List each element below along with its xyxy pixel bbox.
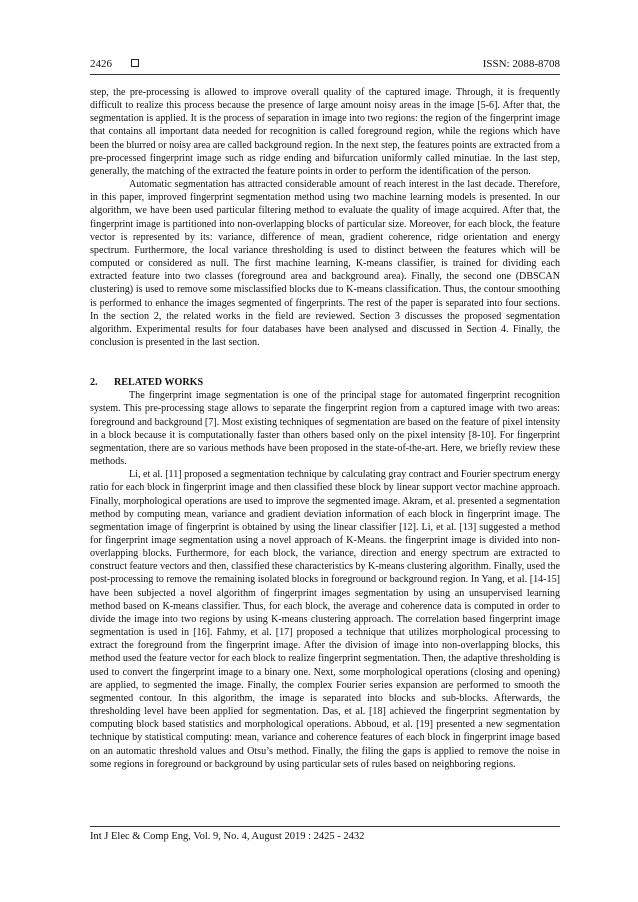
header-rule — [90, 74, 560, 75]
paragraph-automatic-segmentation: Automatic segmentation has attracted considerable amount of reach interest in the last decade. Therefore, in this paper, improved fingerprint segmentation method using two machine learning models is presented. In our algorithm, we have been used particular filtering method to evaluate the quality of image acquired. After that, the fingerprint image is partitioned into non-overlapping blocks of particular size. Moreover, for each block, the feature vector is represented by its: variance, difference of mean, gradient coherence, ridge orientation and energy spectrum. Furthermore, the local variance thresholding is used to distinct between the features which will be computed or considered as null. The first machine learning, K-means classifier, is trained for dividing each extracted feature into two classes (foreground area and background area). Finally, the second one (DBSCAN clustering) is used to remove some misclassified blocks due to K-means classification. Thus, the contour smoothing is performed to enhance the images segmented of fingerprints. The rest of the paper is separated into four sections. In the section 2, the related works in the field are reviewed. Section 3 discusses the proposed segmentation algorithm. Experimental results for four databases have been analysed and discussed in Section 4. Finally, the conclusion is presented in the last section. — [90, 179, 560, 348]
section-number: 2. — [90, 377, 98, 389]
section-heading — [90, 376, 560, 389]
paragraph-intro-continued: step, the pre-processing is allowed to improve overall quality of the captured image. Through, it is frequently difficult to realize this process because the presence of large amount noisy areas in the image [5-6]. After that, the segmentation is applied. It is the process of separation in image into two regions: the region of the fingerprint image that contains all important data needed for recognition is called foreground region, while the regions which have been the blurred or noisy area are called background region. In the next step, the features points are extracted from a pre-processed fingerprint image such as ridge ending and bifurcation uniformly called minutiae. In the last step, generally, the matching of the extracted the feature points in order to perform the identification of the person. — [90, 87, 560, 177]
section-title: RELATED WORKS — [114, 377, 204, 389]
paragraph-related-works-review: Li, et al. [11] proposed a segmentation technique by calculating gray contract and Fourier spectrum energy ratio for each block in fingerprint image and then classified these block by linear support vector machine approach. Finally, morphological operations are used to improve the segmented image. Akram, et al. presented a segmentation method by computing mean, variance and gradient deviation information of each block in fingerprint image. The segmentation image of fingerprint is obtained by using the linear classifier [12]. Li, et al. [13] suggested a method for fingerprint image segmentation using a novel approach of K-Means. the fingerprint image is divided into non-overlapping blocks. Furthermore, for each block, the variance, direction and energy spectrum are extracted to construct feature vectors and then, classified these characteristics by K-means clustering algorithm. Finally, used the post-processing to remove the remaining isolated blocks in foreground or background region. In Yang, et al. [14-15] have been subjected a novel algorithm of fingerprint images segmentation by using an unsupervised learning method based on K-means classifier. Thus, for each block, the average and coherence data is computed in order to divide the image into two regions by using K-means clustering approach. The correlation based fingerprint image segmentation is used in [16]. Fahmy, et al. [17] proposed a technique that utilizes morphological processing to extract the foreground from the fingerprint image. After the division of image into non-overlapping blocks, this method used the feature vector for each block to realize fingerprint segmentation. Then, the adaptive thresholding is used to convert the fingerprint image to a binary one. Next, some morphological operations (closing and opening) are applied, to segmented the image. Finally, the complex Fourier series expansion are performed to smooth the segmented contour. In this algorithm, the image is separated into blocks and sub-blocks. Afterwards, the thresholding level have been applied for segmentation. Das, et al. [18] achieved the fingerprint segmentation by computing block based statistics and morphological operations. Abboud, et al. [19] presented a new segmentation technique by statistical computing: mean, variance and coherence features of each block in fingerprint image based on an automatic threshold values and Otsu’s method. Finally, the filing the gaps is applied to remove the noise in some regions in foreground or background by using particular sets of rules based on neighboring regions. — [90, 469, 560, 770]
page-header — [90, 56, 560, 72]
paragraph-related-works-intro: The fingerprint image segmentation is one of the principal stage for automated fingerprint recognition system. This pre-processing stage allows to separate the fingerprint region from a captured image with two areas: foreground and background [7]. Most existing techniques of segmentation are based on the feature of pixel intensity in a block because it is computationally faster than others based only on the pixel intensity [8-10]. For fingerprint segmentation, there are so various methods have been proposed in the state-of-the-art. Here, we briefly review these methods. — [90, 390, 560, 468]
body-text — [90, 86, 560, 771]
issn-label: ISSN: 2088-8708 — [482, 58, 560, 70]
footer-citation: Int J Elec & Comp Eng, Vol. 9, No. 4, August 2019 : 2425 - 2432 — [90, 831, 365, 842]
section-spacer — [90, 349, 560, 376]
square-icon — [131, 59, 139, 67]
page-number: 2426 — [90, 58, 112, 70]
footer-rule — [90, 826, 560, 827]
